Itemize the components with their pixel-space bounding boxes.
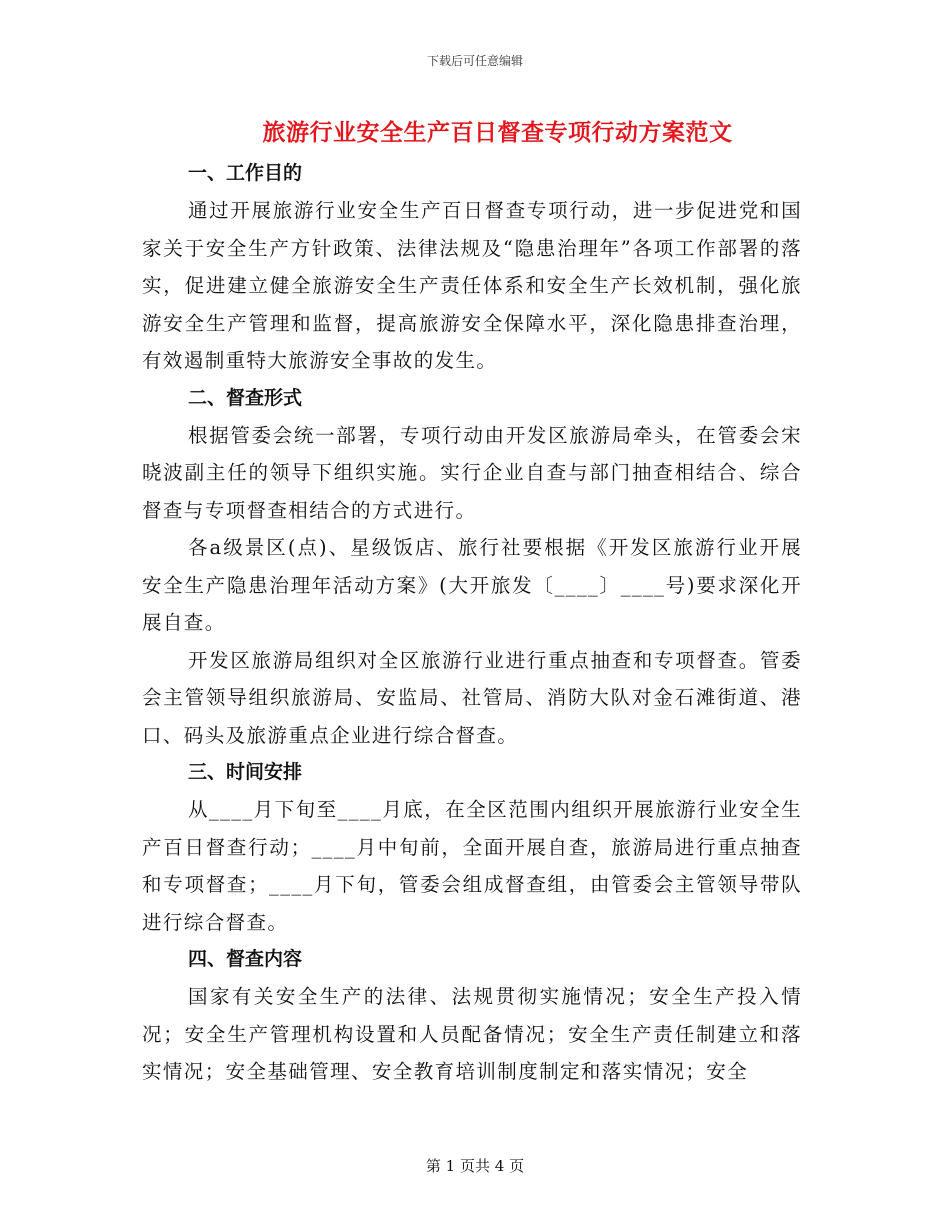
- section-inspection-form: [142, 380, 802, 755]
- section-paragraph: 国家有关安全生产的法律、法规贯彻实施情况；安全生产投入情况；安全生产管理机构设置和人员配备情况；安全生产责任制建立和落实情况；安全基础管理、安全教育培训制度制定和落实情况；安全: [142, 985, 802, 1083]
- section-heading: 二、督查形式: [188, 386, 303, 409]
- document-body: [142, 155, 802, 1091]
- page-number: 第 1 页共 4 页: [425, 1157, 525, 1175]
- section-work-purpose: [142, 155, 802, 380]
- page-header-note: 下载后可任意编辑: [426, 54, 523, 68]
- section-time-schedule: [142, 754, 802, 941]
- section-heading: 一、工作目的: [188, 162, 303, 184]
- section-heading: 三、时间安排: [188, 761, 303, 783]
- section-paragraph: 根据管委会统一部署，专项行动由开发区旅游局牵头，在管委会宋晓波副主任的领导下组织实施。实行企业自查与部门抽查相结合、综合督查与专项督查相结合的方式进行。: [142, 423, 802, 522]
- section-paragraph: 开发区旅游局组织对全区旅游行业进行重点抽查和专项督查。管委会主管领导组织旅游局、安监局、社管局、消防大队对金石滩街道、港口、码头及旅游重点企业进行综合督查。: [142, 648, 802, 747]
- section-paragraph: 各a级景区(点)、星级饭店、旅行社要根据《开发区旅游行业开展安全生产隐患治理年活动方案》(大开旅发〔____〕____号)要求深化开展自查。: [142, 536, 802, 634]
- section-paragraph: 通过开展旅游行业安全生产百日督查专项行动，进一步促进党和国家关于安全生产方针政策、法律法规及“隐患治理年”各项工作部署的落实，促进建立健全旅游安全生产责任体系和安全生产长效机制，强化旅游安全生产管理和监督，提高旅游安全保障水平，深化隐患排查治理，有效遏制重特大旅游安全事故的发生。: [142, 199, 802, 372]
- section-paragraph: 从____月下旬至____月底，在全区范围内组织开展旅游行业安全生产百日督查行动；____月中旬前，全面开展自查，旅游局进行重点抽查和专项督查；____月下旬，管委会组成督查组，由管委会主管领导带队进行综合督查。: [142, 798, 802, 934]
- document-title: 旅游行业安全生产百日督查专项行动方案范文: [262, 119, 733, 146]
- section-heading: 四、督查内容: [188, 948, 303, 970]
- section-inspection-content: [142, 941, 802, 1091]
